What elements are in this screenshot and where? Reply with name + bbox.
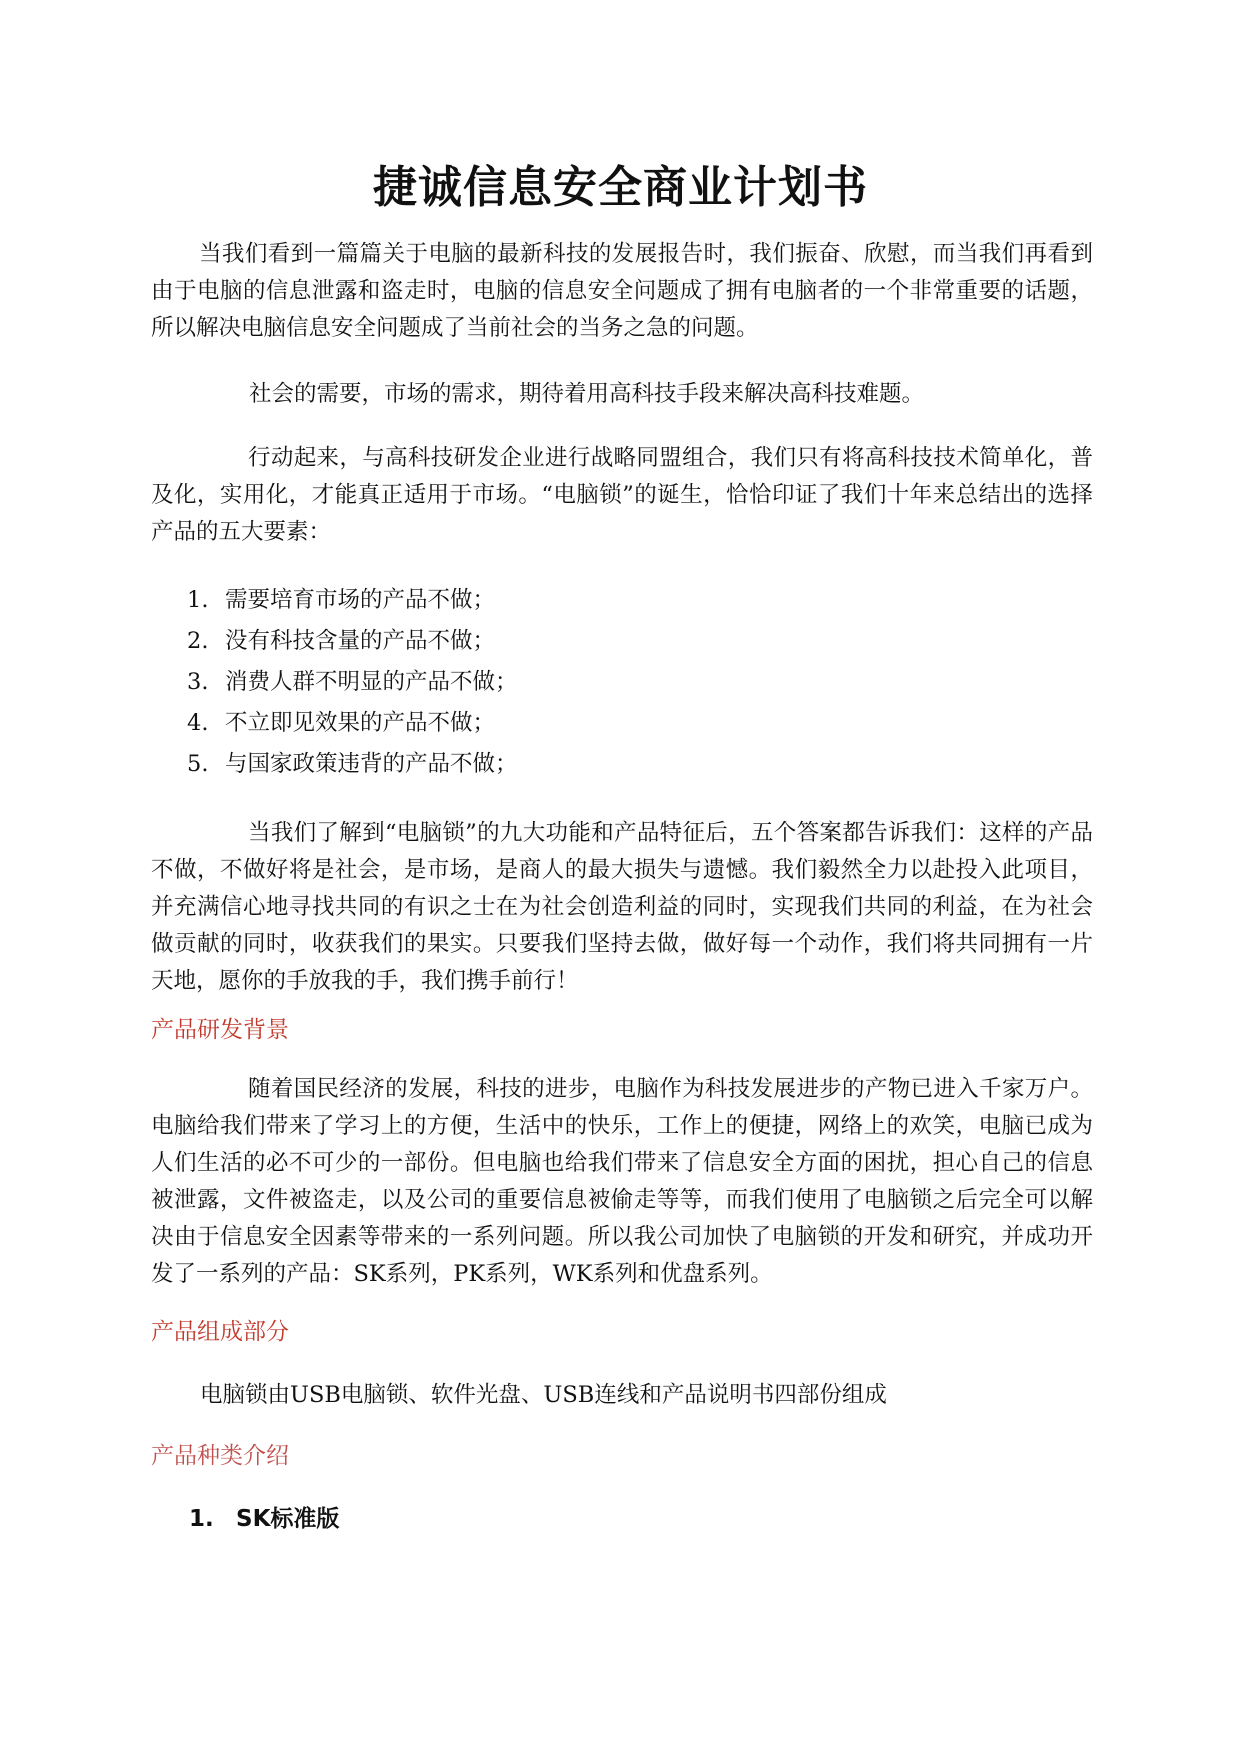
- list-item-text: 需要培育市场的产品不做；: [225, 587, 496, 613]
- list-item: [187, 580, 518, 621]
- section-heading-types: 产品种类介绍: [151, 1443, 289, 1469]
- requirements-list: [187, 580, 518, 785]
- background-paragraph: 随着国民经济的发展，科技的进步，电脑作为科技发展进步的产物已进入千家万户。电脑给我们带来了学习上的方便，生活中的快乐，工作上的便捷，网络上的欢笑，电脑已成为人们生活的必不可少的一部份。但电脑也给我们带来了信息安全方面的困扰，担心自己的信息被泄露，文件被盗走，以及公司的重要信息被偷走等等，而我们使用了电脑锁之后完全可以解决由于信息安全因素等带来的一系列问题。所以我公司加快了电脑锁的开发和研究，并成功开发了一系列的产品：SK系列，PK系列，WK系列和优盘系列。: [151, 1076, 1093, 1287]
- list-item: [187, 662, 518, 703]
- list-item-text: 不立即见效果的产品不做；: [225, 710, 496, 736]
- list-item-text: 与国家政策违背的产品不做；: [225, 751, 518, 777]
- document-title: 捷诚信息安全商业计划书: [373, 162, 868, 213]
- section-heading-composition: 产品组成部分: [151, 1319, 289, 1345]
- list-item-number: 5.: [187, 751, 209, 777]
- list-item-text: 消费人群不明显的产品不做；: [225, 669, 518, 695]
- intro-paragraph: 当我们看到一篇篇关于电脑的最新科技的发展报告时，我们振奋、欣慰，而当我们再看到由于电脑的信息泄露和盗走时，电脑的信息安全问题成了拥有电脑者的一个非常重要的话题，所以解决电脑信息安全问题成了当前社会的当务之急的问题。: [151, 241, 1093, 341]
- society-line: 社会的需要，市场的需求，期待着用高科技手段来解决高科技难题。: [249, 381, 925, 407]
- section-heading-background: 产品研发背景: [151, 1017, 289, 1043]
- list-item: [187, 744, 518, 785]
- list-item-number: 4.: [187, 710, 209, 736]
- list-item: [187, 621, 518, 662]
- list-item-text: 没有科技含量的产品不做；: [225, 628, 496, 654]
- composition-paragraph: 电脑锁由USB电脑锁、软件光盘、USB连线和产品说明书四部份组成: [200, 1382, 887, 1408]
- list-item: [187, 703, 518, 744]
- list-item-number: 3.: [187, 669, 209, 695]
- list-item-number: 2.: [187, 628, 209, 654]
- product-type-label: SK标准版: [236, 1506, 340, 1532]
- action-paragraph: 行动起来，与高科技研发企业进行战略同盟组合，我们只有将高科技技术简单化，普及化，实用化，才能真正适用于市场。“电脑锁”的诞生，恰恰印证了我们十年来总结出的选择产品的五大要素：: [151, 445, 1093, 545]
- conclusion-paragraph: 当我们了解到“电脑锁”的九大功能和产品特征后，五个答案都告诉我们：这样的产品不做，不做好将是社会，是市场，是商人的最大损失与遗憾。我们毅然全力以赴投入此项目，并充满信心地寻找共同的有识之士在为社会创造利益的同时，实现我们共同的利益，在为社会做贡献的同时，收获我们的果实。只要我们坚持去做，做好每一个动作，我们将共同拥有一片天地，愿你的手放我的手，我们携手前行！: [151, 820, 1093, 994]
- product-type-item-sk: [189, 1501, 339, 1538]
- list-item-number: 1.: [187, 587, 209, 613]
- product-type-number: 1.: [189, 1506, 214, 1532]
